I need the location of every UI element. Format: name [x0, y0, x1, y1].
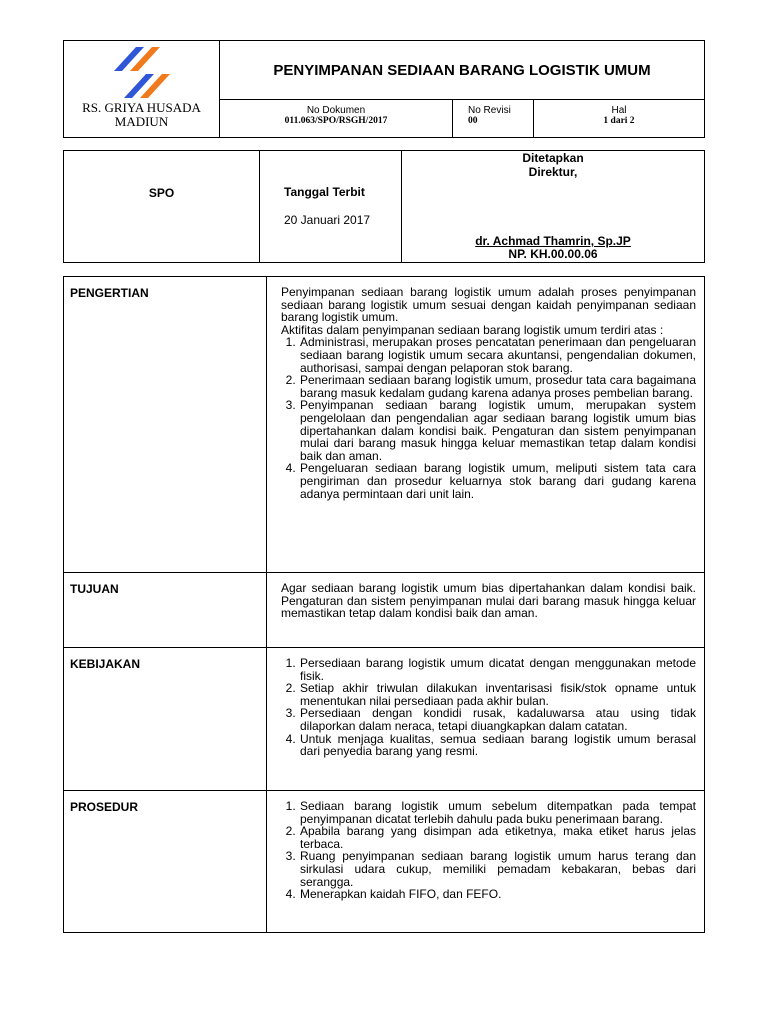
document-header: [63, 40, 705, 138]
logo-cell: [64, 41, 220, 137]
hal-value: 1 dari 2: [603, 116, 635, 126]
spo-cell: [64, 151, 260, 262]
document-title: PENYIMPANAN SEDIAAN BARANG LOGISTIK UMUM: [220, 41, 704, 100]
list-item: 2. Penerimaan sediaan barang logistik umum, prosedur tata cara bagaimana barang masuk kedalam gudang karena adanya proses pembelian barang.: [299, 374, 696, 399]
spo-block: [63, 150, 705, 263]
ditetapkan-cell: [402, 151, 704, 262]
doctor-np: NP. KH.00.00.06: [508, 247, 598, 261]
no-dokumen-label: No Dokumen: [306, 105, 366, 116]
kebijakan-list: [281, 657, 696, 758]
list-item: 2. Setiap akhir triwulan dilakukan inventarisasi fisik/stok opname untuk menentukan nilai persediaan pada akhir bulan.: [299, 682, 696, 707]
hospital-name-line1: RS. GRIYA HUSADA: [82, 100, 201, 115]
section-label-tujuan: TUJUAN: [64, 573, 267, 648]
section-row-kebijakan: [64, 648, 705, 791]
list-item: 3. Ruang penyimpanan sediaan barang logistik umum harus terang dan sirkulasi udara cukup, memiliki pemadam kebakaran, bebas dari serangga.: [299, 850, 696, 888]
section-row-pengertian: [64, 277, 705, 573]
signatory: [402, 235, 704, 261]
list-item: 1. Administrasi, merupakan proses pencatatan penerimaan dan pengeluaran sediaan barang logistik umum secara akuntansi, pengendalian dokumen, authorisasi, sampai dengan pelaporan stok barang.: [299, 336, 696, 374]
prosedur-list: [281, 800, 696, 901]
section-label-pengertian: PENGERTIAN: [64, 277, 267, 573]
list-item: 2. Apabila barang yang disimpan ada etiketnya, maka etiket harus jelas terbaca.: [299, 825, 696, 850]
list-item: 4. Untuk menjaga kualitas, semua sediaan barang logistik umum berasal dari penyedia barang yang resmi.: [299, 733, 696, 758]
list-item: 1. Sediaan barang logistik umum sebelum ditempatkan pada tempat penyimpanan dicatat terlebih dahulu pada buku penerimaan barang.: [299, 800, 696, 825]
doctor-name: dr. Achmad Thamrin, Sp.JP: [475, 234, 631, 248]
list-item: 3. Penyimpanan sediaan barang logistik umum, merupakan system pengelolaan dan pengendalian agar sediaan barang logistik umum bias dipertahankan dalam kondisi baik. Pengaturan dan sistem penyimpanan mulai dari barang masuk hingga keluar memastikan tetap dalam kondisi baik dan aman.: [299, 399, 696, 462]
section-row-prosedur: [64, 791, 705, 933]
ditetapkan-label: Ditetapkan: [522, 151, 584, 165]
hospital-logo-icon: [114, 47, 170, 99]
hospital-name-line2: MADIUN: [114, 114, 169, 129]
direktur-label: Direktur,: [528, 165, 578, 179]
content-table: [63, 276, 705, 933]
section-content-prosedur: [267, 791, 705, 933]
section-label-prosedur: PROSEDUR: [64, 791, 267, 933]
list-item: 4. Pengeluaran sediaan barang logistik umum, meliputi sistem tata cara pengiriman dan prosedur keluarnya stok barang dari gudang karena adanya permintaan dari unit lain.: [299, 462, 696, 500]
section-label-kebijakan: KEBIJAKAN: [64, 648, 267, 791]
pengertian-intro2: Aktifitas dalam penyimpanan sediaan barang logistik umum terdiri atas :: [281, 322, 664, 337]
hal-cell: [534, 100, 704, 137]
no-revisi-cell: [453, 100, 534, 137]
section-content-kebijakan: [267, 648, 705, 791]
pengertian-list: [281, 336, 696, 500]
hal-label: Hal: [611, 105, 627, 116]
list-item: 1. Persediaan barang logistik umum dicatat dengan menggunakan metode fisik.: [299, 657, 696, 682]
tujuan-text: Agar sediaan barang logistik umum bias dipertahankan dalam kondisi baik. Pengaturan dan sistem penyimpanan mulai dari barang masuk hingga keluar memastikan tetap dalam kondisi baik dan aman.: [281, 581, 696, 621]
section-content-pengertian: [267, 277, 705, 573]
section-row-tujuan: [64, 573, 705, 648]
ditetapkan-heading: [402, 151, 704, 179]
list-item: 3. Persediaan dengan kondidi rusak, kadaluwarsa atau using tidak dilaporkan dalam neraca, tetapi diuangkapkan dalam catatan.: [299, 707, 696, 732]
no-dokumen-cell: [220, 100, 453, 137]
tanggal-terbit-cell: [260, 151, 402, 262]
no-revisi-value: 00: [468, 116, 478, 126]
no-revisi-label: No Revisi: [468, 105, 511, 116]
list-item: 4. Menerapkan kaidah FIFO, dan FEFO.: [299, 888, 696, 901]
tanggal-terbit-value: 20 Januari 2017: [284, 213, 371, 227]
spo-label: SPO: [148, 186, 175, 200]
hospital-name: [64, 101, 219, 129]
tanggal-terbit-label: Tanggal Terbit: [284, 185, 365, 199]
pengertian-intro: Penyimpanan sediaan barang logistik umum adalah proses penyimpanan sediaan barang logistik umum sesuai dengan kaidah penyimpanan sediaan barang logistik umum.: [281, 285, 696, 325]
section-content-tujuan: [267, 573, 705, 648]
no-dokumen-value: 011.063/SPO/RSGH/2017: [284, 116, 388, 126]
